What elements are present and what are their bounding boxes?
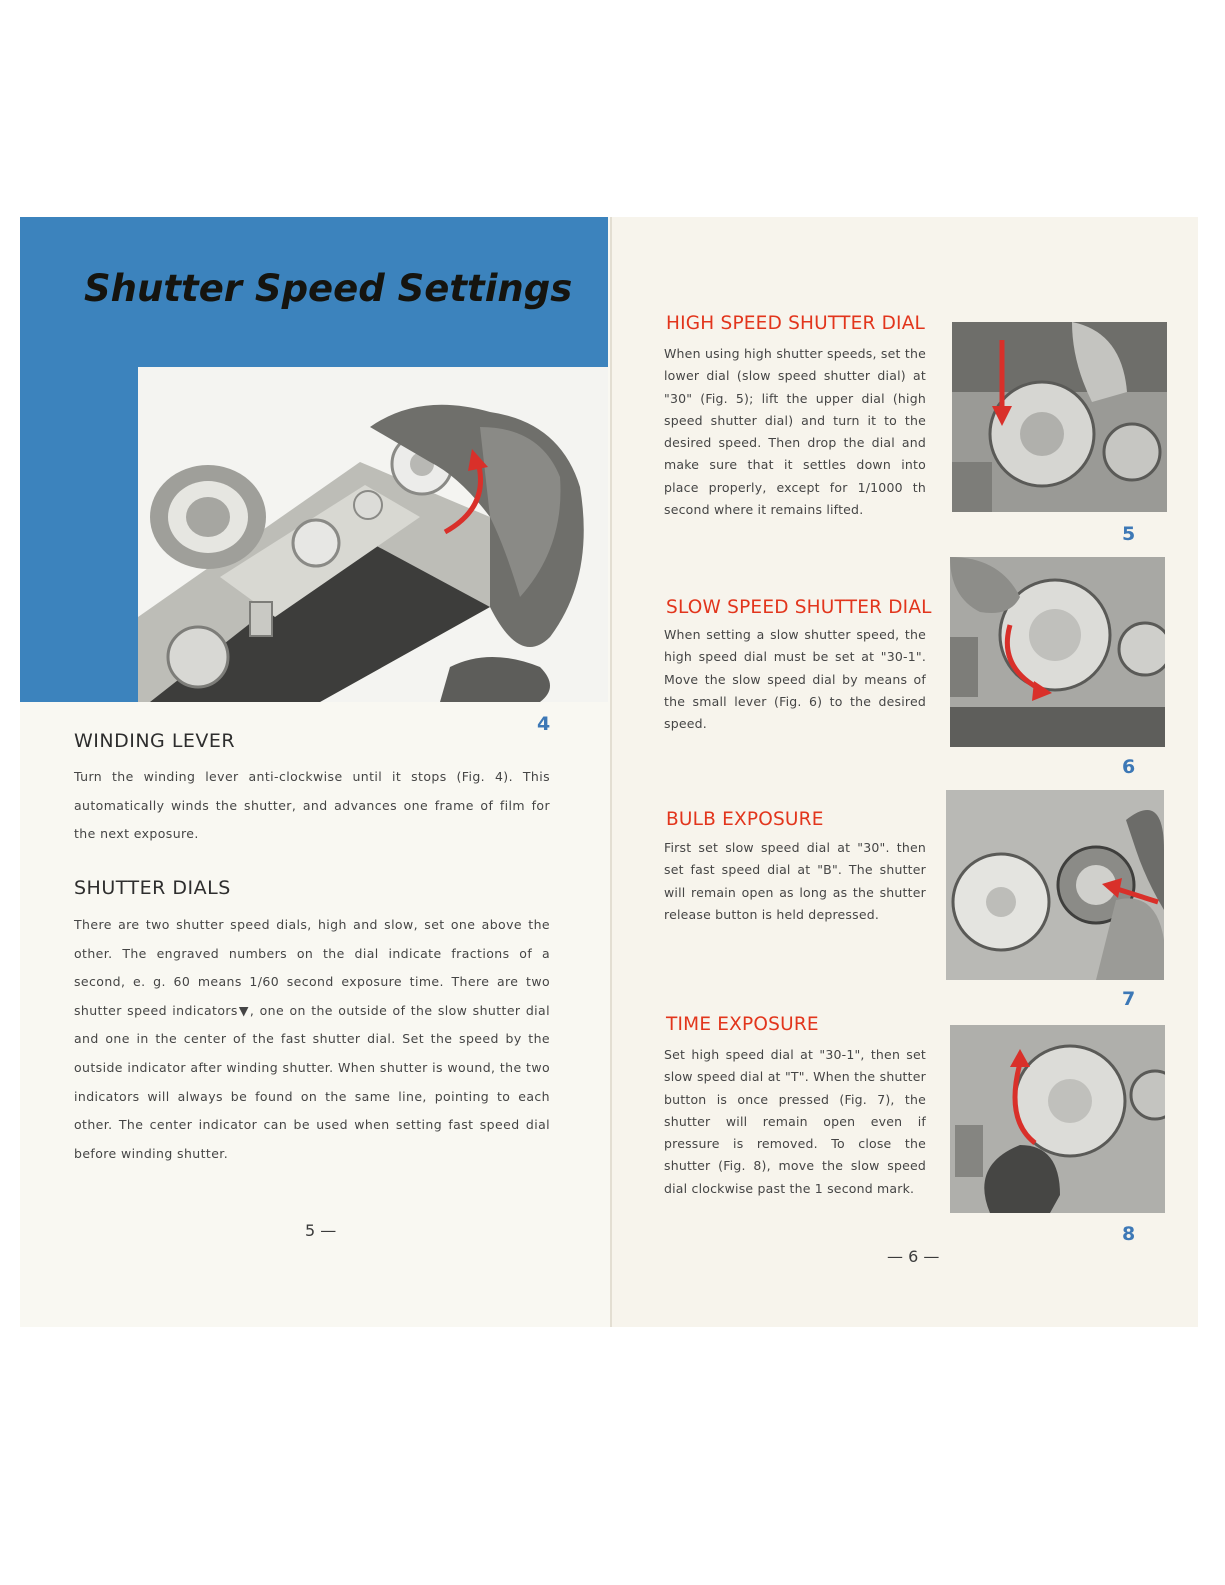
figure-number-4: 4 (537, 713, 551, 735)
bulb-exposure-heading: BULB EXPOSURE (666, 809, 824, 830)
figure-6-photo (950, 557, 1165, 747)
shutter-dials-text: There are two shutter speed dials, high and slow, set one above the other. The engraved numbers on the dial indicate fractions of a second, e. g. 60 means 1/60 second exposure time. There are two shutter speed indicators▼, one on the outside of the slow shutter dial and one in the center of the fast shutter dial. Set the speed by the outside indicator after winding shutter. When shutter is wound, the two indicators will always be found on the same line, pointing to each other. The center indicator can be used when setting fast speed dial before winding shutter. (74, 917, 550, 1161)
time-exposure-heading: TIME EXPOSURE (666, 1014, 819, 1035)
shutter-dial-photo (950, 557, 1165, 747)
slow-speed-text: When setting a slow shutter speed, the high speed dial must be set at "30-1". Move the slow speed dial by means of the small lever (Fig. 6) to the desired speed. (664, 627, 926, 732)
bulb-exposure-text: First set slow speed dial at "30". then set fast speed dial at "B". The shutter will remain open as long as the shutter release button is held depressed. (664, 840, 926, 922)
winding-lever-text: Turn the winding lever anti-clockwise until it stops (Fig. 4). This automatically winds the shutter, and advances one frame of film for the next exposure. (74, 769, 550, 842)
shutter-dial-photo (952, 322, 1167, 512)
figure-8-photo (950, 1025, 1165, 1213)
figure-number-6: 6 (1122, 756, 1136, 778)
winding-lever-heading: WINDING LEVER (74, 730, 236, 752)
figure-5-photo (952, 322, 1167, 512)
high-speed-text: When using high shutter speeds, set the lower dial (slow speed shutter dial) at "30" (Fig. 5); lift the upper dial (high speed shutter dial) and turn it to the desired speed. Then drop the dial and make sure that it settles down into place properly, except for 1/1000 th second where it remains lifted. (664, 346, 926, 518)
shutter-dials-heading: SHUTTER DIALS (74, 877, 231, 899)
slow-speed-heading: SLOW SPEED SHUTTER DIAL (666, 597, 932, 618)
page-number-right: — 6 — (887, 1247, 940, 1266)
page-title: Shutter Speed Settings (84, 267, 573, 310)
shutter-dial-photo (950, 1025, 1165, 1213)
right-page (612, 217, 1198, 1327)
left-page (20, 217, 612, 1327)
winding-lever-photo (20, 367, 608, 702)
figure-4-winding-lever-photo (20, 367, 608, 702)
figure-number-5: 5 (1122, 523, 1136, 545)
figure-number-7: 7 (1122, 988, 1136, 1010)
page-number-left: 5 — (305, 1221, 337, 1240)
high-speed-heading: HIGH SPEED SHUTTER DIAL (666, 313, 926, 334)
figure-7-photo (946, 790, 1164, 980)
figure-number-8: 8 (1122, 1223, 1136, 1245)
shutter-dial-photo (946, 790, 1164, 980)
title-band (20, 217, 608, 367)
time-exposure-text: Set high speed dial at "30-1", then set slow speed dial at "T". When the shutter button is once pressed (Fig. 7), the shutter will remain open even if pressure is removed. To close the shutter (Fig. 8), move the slow speed dial clockwise past the 1 second mark. (664, 1047, 926, 1196)
booklet-spread (20, 217, 1198, 1327)
